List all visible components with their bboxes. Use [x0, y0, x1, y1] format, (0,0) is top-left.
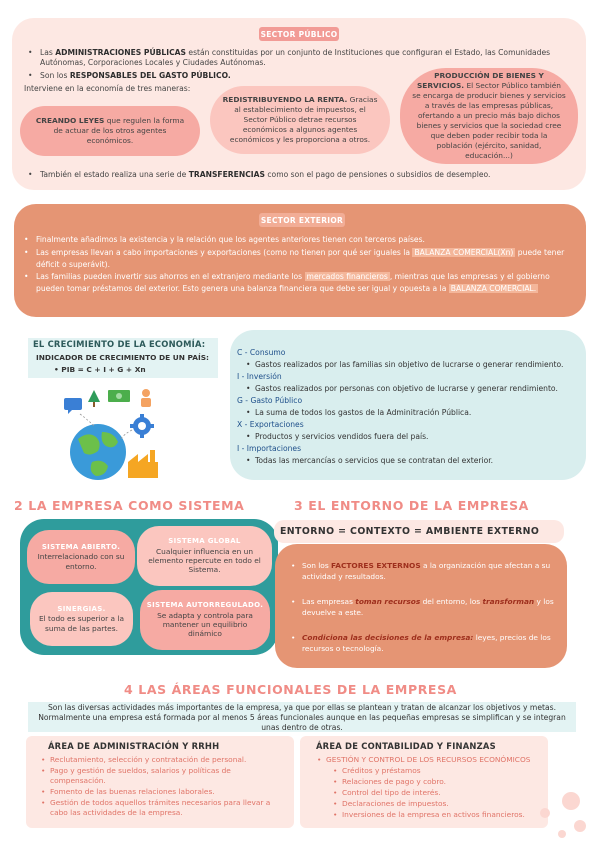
heading-areas-funcionales: 4 LAS ÁREAS FUNCIONALES DE LA EMPRESA [124, 682, 457, 697]
text: puede tener déficit o superávit). [36, 248, 565, 269]
strong-text: PRODUCCIÓN DE BIENES Y SERVICIOS. [416, 71, 544, 90]
bubble-text: Se adapta y controla para mantener un equilibrio dinámico [157, 610, 253, 639]
economy-illustration [58, 384, 168, 484]
sector-exterior-title: SECTOR EXTERIOR [259, 213, 345, 227]
conta-item-2: • Relaciones de pago y cobro. [342, 777, 542, 787]
person-icon [141, 389, 151, 407]
sector-exterior-bullet-3 [36, 271, 576, 294]
bubble-title: SINERGIAS. [57, 604, 106, 613]
pib-formula: • PIB = C + I + G + Xn [54, 365, 146, 374]
conta-item-1: • Créditos y préstamos [342, 766, 542, 776]
globe-icon [70, 424, 126, 480]
emphasis: toman recursos [355, 597, 421, 606]
bubble-sistema-autorregulado [140, 590, 270, 650]
text: Las [40, 48, 56, 57]
crecimiento-subtitle: INDICADOR DE CRECIMIENTO DE UN PAÍS: [36, 353, 209, 362]
bubble-text: Cualquier influencia en un elemento repercute en todo el Sistema. [148, 546, 261, 575]
label-importaciones: I - Importaciones [237, 444, 302, 453]
strong-text: RESPONSABLES DEL GASTO PÚBLICO. [69, 71, 231, 80]
sector-publico-bullet-3 [40, 170, 560, 180]
sector-publico-bullet-1 [40, 48, 560, 69]
heading-entorno: 3 EL ENTORNO DE LA EMPRESA [294, 498, 529, 513]
text: • Finalmente añadimos la existencia y la relación que los agentes anteriores tienen con terceros países. [36, 235, 425, 244]
sector-publico-intervene: Interviene en la economía de tres maneras: [24, 84, 191, 93]
emphasis: transforman [482, 597, 535, 606]
strong-text: CREANDO LEYES [35, 116, 105, 125]
text: PIB = C + I + G + Xn [61, 365, 146, 374]
entorno-bullet-1 [302, 560, 557, 582]
text: El Sector Público también se encarga de producir bienes y servicios a través de las empresas públicas, ofertando a un precio más bajo dichos bienes y servicios que la sociedad cree que deben poder recibir toda la población (ejército, sanidad, educación...) [412, 81, 566, 160]
bubble-title: SISTEMA GLOBAL [168, 537, 241, 546]
heading-empresa-sistema: 2 LA EMPRESA COMO SISTEMA [14, 498, 245, 513]
text: Las empresas [302, 597, 356, 606]
text: del entorno, los [420, 597, 483, 606]
bubble-text: El todo es superior a la suma de las partes. [38, 614, 125, 633]
text: Son los [40, 71, 70, 80]
strong-text: REDISTRIBUYENDO LA RENTA. [222, 95, 348, 104]
chat-bubble-icon [64, 398, 82, 414]
label-gasto-publico: G - Gasto Público [237, 396, 303, 405]
text: están constituidas por un conjunto de Instituciones que configuran el Estado, las Comunidades Autónomas, Corporaciones Locales y Ciudades Autónomas. [40, 48, 551, 68]
conta-item-5: • Inversiones de la empresa en activos financieros. [342, 810, 542, 820]
bubble-sistema-global [137, 526, 272, 586]
bubble-redistribuyendo-renta [210, 86, 390, 154]
bubble-title: SISTEMA ABIERTO. [41, 542, 121, 551]
conta-item-3: • Control del tipo de interés. [342, 788, 542, 798]
bubble-creando-leyes [20, 106, 200, 156]
admin-item-4: • Gestión de todos aquellos trámites necesarios para llevar a cabo las actividades de la empresa. [50, 798, 286, 817]
sector-publico-title: SECTOR PÚBLICO [259, 27, 339, 41]
conta-item-4: • Declaraciones de impuestos. [342, 799, 542, 809]
decorative-dot [540, 808, 550, 818]
sector-exterior-bullet-2 [36, 247, 576, 270]
bubble-sinergias [30, 592, 133, 646]
sector-exterior-bullet-1 [36, 234, 576, 246]
entorno-bullet-3 [302, 632, 557, 654]
highlight-balanza: BALANZA COMERCIAL(Xn) [414, 248, 514, 257]
entorno-bar-text: ENTORNO = CONTEXTO = AMBIENTE EXTERNO [280, 526, 540, 537]
label-consumo: C - Consumo [237, 348, 286, 357]
text: Las familias pueden invertir sus ahorros en el extranjero mediante los [36, 272, 305, 281]
decorative-dot [558, 830, 566, 838]
text: como son el pago de pensiones o subsidios de desempleo. [264, 170, 491, 179]
desc-gasto-publico: • La suma de todos los gastos de la Adminitración Pública. [255, 408, 471, 417]
bubble-produccion-bienes [400, 68, 578, 164]
areas-intro: Son las diversas actividades más importantes de la empresa, ya que por ellas se plantean y tratan de alcanzar los objetivos y metas. Normalmente una empresa está formada por al menos 5 áreas funcionales aunque en las pequeñas empresas se simplifican y se integran unas dentro de otras. [38, 703, 566, 732]
text: que regulen la forma de actuar de los otros agentes económicos. [53, 116, 185, 145]
text: Son los [302, 561, 332, 570]
label-inversion: I - Inversión [237, 372, 282, 381]
sector-publico-bullet-2 [40, 71, 340, 81]
text: Gracias al establecimiento de impuestos, el Sector Público detrae recursos económicos a algunos agentes económicos y les proporciona a otros. [229, 95, 378, 144]
gear-icon [130, 414, 154, 438]
text: También el estado realiza una serie de [40, 170, 189, 179]
emphasis: Condiciona las decisiones de la empresa: [302, 633, 474, 642]
highlight-balanza-comercial: BALANZA COMERCIAL. [450, 283, 537, 293]
desc-importaciones: • Todas las mercancías o servicios que se contratan del exterior. [255, 456, 493, 465]
bubble-text: Interrelacionado con su entorno. [37, 552, 125, 571]
admin-item-1: • Reclutamiento, selección y contratación de personal. [50, 755, 286, 765]
decorative-dot [562, 792, 580, 810]
decorative-dot [574, 820, 586, 832]
bubble-sistema-abierto [27, 530, 135, 584]
highlight-mercados: mercados financieros [306, 272, 388, 281]
text: Las empresas llevan a cabo importaciones y exportaciones (como no tienen por qué ser iguales la [36, 248, 413, 257]
tree-icon [88, 390, 100, 407]
admin-item-2: • Pago y gestión de sueldos, salarios y políticas de compensación. [50, 766, 286, 785]
crecimiento-title: EL CRECIMIENTO DE LA ECONOMÍA: [33, 339, 206, 349]
bubble-title: SISTEMA AUTORREGULADO. [146, 601, 264, 610]
money-icon [108, 390, 130, 402]
admin-item-3: • Fomento de las buenas relaciones laborales. [50, 787, 286, 797]
text: , mientras que las empresas y el gobierno pueden tomar préstamos del exterior. Esto genera una balanza financiera que debe ser igual y opuesta a la [36, 272, 550, 293]
label-exportaciones: X - Exportaciones [237, 420, 304, 429]
desc-inversion: • Gastos realizados por personas con objetivo de lucrarse y generar rendimiento. [255, 384, 558, 393]
desc-exportaciones: • Productos y servicios vendidos fuera del país. [255, 432, 428, 441]
area-contabilidad-title: ÁREA DE CONTABILIDAD Y FINANZAS [316, 741, 496, 751]
desc-consumo: • Gastos realizados por las familias sin objetivo de lucrarse o generar rendimiento. [255, 360, 563, 369]
emphasis: FACTORES EXTERNOS [331, 561, 421, 570]
text: a la organización que afectan a su actividad y resultados. [302, 561, 551, 582]
text: y los devuelve a este. [302, 597, 554, 618]
strong-text: TRANSFERENCIAS [188, 170, 265, 179]
factory-icon [128, 450, 158, 478]
conta-heading: • GESTIÓN Y CONTROL DE LOS RECURSOS ECONÓMICOS [326, 755, 544, 765]
entorno-bullet-2 [302, 596, 557, 618]
strong-text: ADMINISTRACIONES PÚBLICAS [55, 48, 186, 57]
text: leyes, precios de los recursos o tecnología. [302, 633, 551, 654]
area-administracion-title: ÁREA DE ADMINISTRACIÓN Y RRHH [48, 741, 220, 751]
